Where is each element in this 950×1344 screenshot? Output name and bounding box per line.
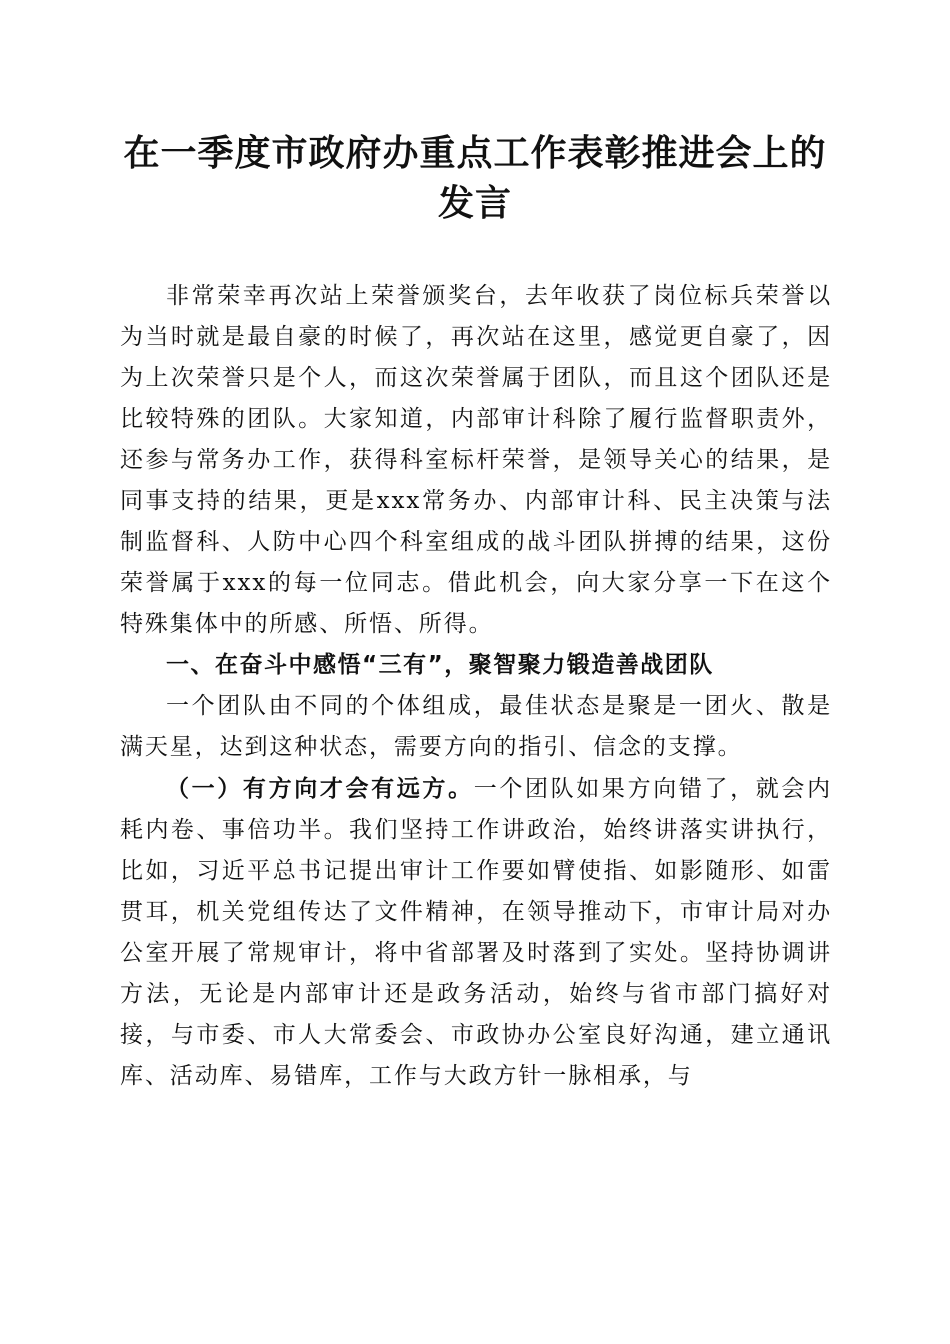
subsection-1-text: 一个团队如果方向错了，就会内耗内卷、事倍功半。我们坚持工作讲政治，始终讲落实讲执行，比如，习近平总书记提出审计工作要如臂使指、如影随形、如雷贯耳，机关党组传达了文件精神，在领导推动下，市审计局对办公室开展了常规审计，将中省部署及时落到了实处。坚持协调讲方法，无论是内部审计还是政务活动，始终与省市部门搞好对接，与市委、市人大常委会、市政协办公室良好沟通，建立通讯库、活动库、易错库，工作与大政方针一脉相承，与 xyxy=(120,776,832,1089)
intro-paragraph: 非常荣幸再次站上荣誉颁奖台，去年收获了岗位标兵荣誉以为当时就是最自豪的时候了，再次站在这里，感觉更自豪了，因为上次荣誉只是个人，而这次荣誉属于团队，而且这个团队还是比较特殊的团队。大家知道，内部审计科除了履行监督职责外，还参与常务办工作，获得科室标杆荣誉，是领导关心的结果，是同事支持的结果，更是xxx常务办、内部审计科、民主决策与法制监督科、人防中心四个科室组成的战斗团队拼搏的结果，这份荣誉属于xxx的每一位同志。借此机会，向大家分享一下在这个特殊集体中的所感、所悟、所得。 xyxy=(120,283,832,637)
section-heading-1: 一、在奋斗中感悟“三有”，聚智聚力锻造善战团队 xyxy=(166,652,714,678)
section-1-paragraph: 一个团队由不同的个体组成，最佳状态是聚是一团火、散是满天星，达到这种状态，需要方向的指引、信念的支撑。 xyxy=(120,693,832,760)
subsection-1-lead: （一）有方向才会有远方。 xyxy=(166,775,474,802)
subsection-1-paragraph xyxy=(120,768,832,1097)
document-title: 在一季度市政府办重点工作表彰推进会上的发言 xyxy=(123,132,827,224)
document-body xyxy=(120,276,832,1097)
